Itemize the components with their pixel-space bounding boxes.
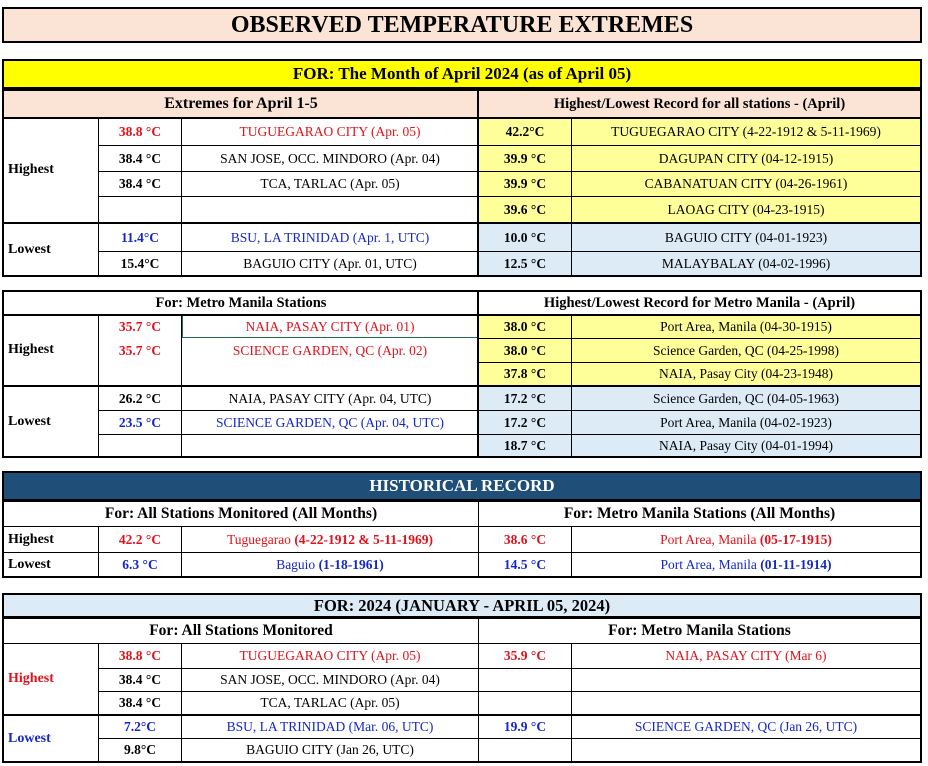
grid-line bbox=[2, 643, 922, 644]
hist-high-temp: 42.2 °C bbox=[118, 531, 162, 547]
s1-high-station-1: TUGUEGARAO CITY (Apr. 05) bbox=[239, 123, 421, 139]
y24-high-station-2: SAN JOSE, OCC. MINDORO (Apr. 04) bbox=[220, 672, 440, 687]
s1-low-rec-temp-2: 12.5 °C bbox=[503, 255, 547, 271]
hist-low-date: (1-18-1961) bbox=[318, 556, 384, 572]
y24-low-temp-1: 7.2°C bbox=[123, 719, 157, 734]
grid-line bbox=[2, 526, 922, 527]
s1-high-temp-3: 38.4 °C bbox=[118, 176, 162, 191]
s2-high-rec-station-1: Port Area, Manila (04-30-1915) bbox=[660, 318, 832, 334]
grid-line bbox=[98, 643, 99, 763]
s2-high-rec-temp-1: 38.0 °C bbox=[503, 318, 547, 334]
grid-line bbox=[478, 500, 479, 578]
s1-high-temp-2: 38.4 °C bbox=[118, 150, 162, 166]
historical-highest-label: Highest bbox=[8, 531, 54, 547]
s1-low-temp-1: 11.4°C bbox=[120, 229, 160, 245]
s2-high-rec-station-3: NAIA, Pasay City (04-23-1948) bbox=[659, 366, 833, 381]
s2-high-rec-station-2: Science Garden, QC (04-25-1998) bbox=[653, 342, 839, 358]
section1-highest-label: Highest bbox=[8, 162, 54, 177]
grid-line bbox=[98, 145, 922, 146]
s1-high-rec-station-2: DAGUPAN CITY (04-12-1915) bbox=[658, 150, 834, 166]
y24-high-station-3: TCA, TARLAC (Apr. 05) bbox=[260, 695, 400, 710]
grid-line bbox=[98, 410, 922, 411]
section1-lowest-label: Lowest bbox=[8, 241, 51, 257]
grid-line bbox=[98, 117, 99, 277]
y24-low-temp-2: 9.8°C bbox=[123, 742, 157, 757]
s1-low-rec-station-2: MALAYBALAY (04-02-1996) bbox=[661, 255, 831, 271]
section1-left-header: Extremes for April 1-5 bbox=[4, 91, 478, 117]
s1-high-rec-station-3: CABANATUAN CITY (04-26-1961) bbox=[644, 176, 848, 191]
s2-high-temp-1: 35.7 °C bbox=[118, 318, 162, 334]
year2024-highest-label: Highest bbox=[8, 671, 54, 686]
s2-high-temp-2: 35.7 °C bbox=[118, 342, 162, 358]
s1-low-station-2: BAGUIO CITY (Apr. 01, UTC) bbox=[243, 255, 417, 271]
grid-line bbox=[98, 171, 922, 172]
hist-mm-high-date: (05-17-1915) bbox=[759, 531, 832, 547]
grid-line bbox=[98, 668, 922, 669]
s1-high-station-2: SAN JOSE, OCC. MINDORO (Apr. 04) bbox=[220, 150, 440, 166]
s2-low-temp-1: 26.2 °C bbox=[118, 390, 162, 406]
page-title: OBSERVED TEMPERATURE EXTREMES bbox=[2, 7, 922, 43]
s2-low-station-3 bbox=[182, 435, 478, 456]
year2024-banner: FOR: 2024 (JANUARY - APRIL 05, 2024) bbox=[2, 593, 922, 618]
s2-high-rec-temp-3: 37.8 °C bbox=[503, 366, 547, 381]
s2-low-rec-station-1: Science Garden, QC (04-05-1963) bbox=[653, 390, 839, 406]
y24-mm-high-station-1: NAIA, PASAY CITY (Mar 6) bbox=[665, 648, 827, 663]
s2-high-station-1: NAIA, PASAY CITY (Apr. 01) bbox=[182, 315, 478, 338]
grid-line bbox=[98, 314, 99, 458]
grid-line bbox=[2, 552, 922, 553]
s1-high-rec-station-4: LAOAG CITY (04-23-1915) bbox=[667, 201, 825, 217]
historical-lowest-label: Lowest bbox=[8, 556, 51, 572]
hist-mm-high-station-name: Port Area, Manila bbox=[660, 531, 757, 547]
s1-low-temp-2: 15.4°C bbox=[120, 255, 160, 271]
year2024-right-header: For: Metro Manila Stations bbox=[608, 621, 791, 639]
y24-low-station-1: BSU, LA TRINIDAD (Mar. 06, UTC) bbox=[226, 719, 434, 734]
grid-line bbox=[571, 526, 572, 578]
y24-high-temp-3: 38.4 °C bbox=[118, 695, 162, 710]
hist-high-date: (4-22-1912 & 5-11-1969) bbox=[294, 531, 434, 547]
s1-high-station-4 bbox=[182, 197, 478, 222]
hist-high-station bbox=[182, 527, 478, 552]
hist-mm-low-date: (01-11-1914) bbox=[760, 556, 832, 572]
year2024-lowest-label: Lowest bbox=[8, 730, 51, 746]
s1-high-rec-station-1: TUGUEGARAO CITY (4-22-1912 & 5-11-1969) bbox=[611, 123, 881, 139]
s1-high-rec-temp-4: 39.6 °C bbox=[503, 201, 547, 217]
grid-line bbox=[477, 290, 479, 458]
grid-line bbox=[98, 196, 922, 197]
grid-line bbox=[181, 314, 182, 458]
section2-right-header: Highest/Lowest Record for Metro Manila - (April) bbox=[543, 294, 856, 311]
section1-right-header: Highest/Lowest Record for all stations - (April) bbox=[479, 91, 920, 117]
y24-low-station-2: BAGUIO CITY (Jan 26, UTC) bbox=[246, 742, 414, 757]
section2-highest-label: Highest bbox=[8, 342, 54, 357]
s2-low-temp-2: 23.5 °C bbox=[118, 414, 162, 430]
s1-low-rec-temp-1: 10.0 °C bbox=[503, 229, 547, 245]
grid-line bbox=[2, 314, 922, 316]
grid-line bbox=[2, 385, 922, 387]
historical-right-header: For: Metro Manila Stations (All Months) bbox=[563, 505, 836, 522]
s2-low-rec-station-2: Port Area, Manila (04-02-1923) bbox=[660, 414, 832, 430]
y24-mm-low-station-1: SCIENCE GARDEN, QC (Jan 26, UTC) bbox=[634, 719, 858, 734]
hist-mm-high-station bbox=[572, 527, 920, 552]
grid-line bbox=[479, 338, 922, 339]
s2-high-rec-temp-2: 38.0 °C bbox=[503, 342, 547, 358]
month-banner: FOR: The Month of April 2024 (as of April 05) bbox=[2, 59, 922, 89]
grid-line bbox=[98, 251, 922, 252]
grid-line bbox=[98, 738, 922, 739]
hist-mm-low-station bbox=[572, 553, 920, 576]
historical-banner: HISTORICAL RECORD bbox=[2, 471, 922, 501]
y24-mm-high-temp-1: 35.9 °C bbox=[503, 648, 547, 663]
grid-line bbox=[181, 526, 182, 578]
hist-low-temp: 6.3 °C bbox=[122, 556, 158, 572]
s2-low-rec-temp-1: 17.2 °C bbox=[503, 390, 547, 406]
s1-high-temp-4 bbox=[99, 197, 181, 222]
hist-mm-high-temp: 38.6 °C bbox=[503, 531, 547, 547]
grid-line bbox=[479, 362, 922, 363]
s1-high-station-3: TCA, TARLAC (Apr. 05) bbox=[260, 176, 400, 191]
grid-line bbox=[2, 714, 922, 716]
grid-line bbox=[478, 617, 479, 763]
s2-low-rec-temp-2: 17.2 °C bbox=[503, 414, 547, 430]
section2-lowest-label: Lowest bbox=[8, 413, 51, 429]
s1-low-rec-station-1: BAGUIO CITY (04-01-1923) bbox=[664, 229, 828, 245]
grid-line bbox=[181, 117, 182, 277]
y24-high-temp-1: 38.8 °C bbox=[118, 648, 162, 663]
s1-high-rec-temp-2: 39.9 °C bbox=[503, 150, 547, 166]
s2-low-temp-3 bbox=[99, 435, 181, 456]
grid-line bbox=[98, 526, 99, 578]
historical-left-header: For: All Stations Monitored (All Months) bbox=[104, 505, 378, 522]
s2-low-rec-temp-3: 18.7 °C bbox=[503, 437, 547, 453]
grid-line bbox=[571, 117, 572, 277]
s1-high-rec-temp-1: 42.2°C bbox=[505, 123, 545, 139]
grid-line bbox=[571, 643, 572, 763]
s1-high-rec-temp-3: 39.9 °C bbox=[503, 176, 547, 191]
grid-line bbox=[571, 314, 572, 458]
s2-low-station-1: NAIA, PASAY CITY (Apr. 04, UTC) bbox=[228, 390, 432, 406]
hist-low-station-name: Baguio bbox=[276, 556, 316, 572]
y24-mm-low-temp-1: 19.9 °C bbox=[503, 719, 547, 734]
s2-low-station-2: SCIENCE GARDEN, QC (Apr. 04, UTC) bbox=[216, 414, 444, 430]
s2-high-station-2: SCIENCE GARDEN, QC (Apr. 02) bbox=[232, 342, 428, 358]
s1-high-temp-1: 38.8 °C bbox=[118, 123, 162, 139]
y24-high-temp-2: 38.4 °C bbox=[118, 672, 162, 687]
s1-low-station-1: BSU, LA TRINIDAD (Apr. 1, UTC) bbox=[230, 229, 430, 245]
hist-mm-low-station-name: Port Area, Manila bbox=[660, 556, 757, 572]
s2-low-rec-station-3: NAIA, Pasay City (04-01-1994) bbox=[659, 437, 833, 453]
grid-line bbox=[477, 89, 479, 277]
grid-line bbox=[98, 434, 922, 435]
grid-line bbox=[98, 691, 922, 692]
s2-high-station-3 bbox=[182, 363, 478, 385]
grid-line bbox=[2, 117, 922, 119]
year2024-left-header: For: All Stations Monitored bbox=[149, 621, 333, 639]
hist-low-station bbox=[182, 553, 478, 576]
hist-high-station-name: Tuguegarao bbox=[226, 531, 291, 547]
s2-high-temp-3 bbox=[99, 363, 181, 385]
y24-high-station-1: TUGUEGARAO CITY (Apr. 05) bbox=[239, 648, 421, 663]
section2-left-header: For: Metro Manila Stations bbox=[155, 294, 327, 311]
hist-mm-low-temp: 14.5 °C bbox=[503, 556, 547, 572]
grid-line bbox=[2, 222, 922, 224]
grid-line bbox=[181, 643, 182, 763]
